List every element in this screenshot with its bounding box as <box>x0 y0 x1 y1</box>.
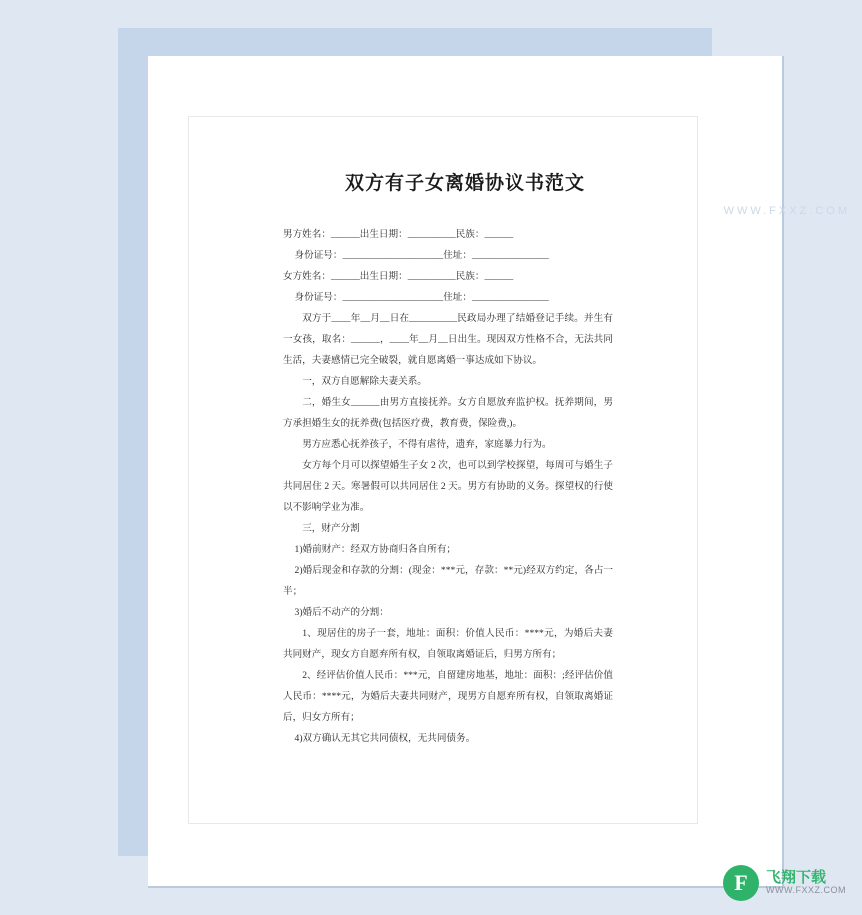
document-paragraph: 身份证号：_____________________住址：________________ <box>294 292 549 303</box>
document-paragraph: 女方每个月可以探望婚生子女 2 次，也可以到学校探望，每周可与婚生子共同居住 2 天。寒暑假可以共同居住 2 天。男方有协助的义务。探望权的行使以不影响学业为准。 <box>283 460 613 513</box>
document-paragraph: 2、经评估价值人民币：***元，自留建房地基，地址：面积：;经评估价值人民币：****元，为婚后夫妻共同财产，现男方自愿弃所有权，自领取离婚证后，归女方所有； <box>283 670 613 723</box>
document-paragraph: 3)婚后不动产的分割： <box>294 607 389 618</box>
document-paragraph: 1)婚前财产：经双方协商归各自所有； <box>294 544 457 555</box>
document-body <box>283 224 613 749</box>
document-paragraph: 1、现居住的房子一套，地址：面积：价值人民币：****元，为婚后夫妻共同财产，现女方自愿弃所有权，自领取离婚证后，归男方所有； <box>283 628 613 660</box>
document-paragraph: 三，财产分割 <box>302 523 360 534</box>
document-paragraph: 女方姓名：______出生日期：__________民族：______ <box>283 271 514 282</box>
document-paragraph: 双方于____年__月__日在__________民政局办理了结婚登记手续。并生有一女孩，取名：______，____年__月__日出生。现因双方性格不合，无法共同生活，夫妻感情已完全破裂，就自愿离婚一事达成如下协议。 <box>283 313 613 366</box>
document-paragraph: 4)双方确认无其它共同债权，无共同债务。 <box>294 733 476 744</box>
document-paragraph: 身份证号：_____________________住址：________________ <box>294 250 549 261</box>
logo-site-url: WWW.FXXZ.COM <box>766 885 846 896</box>
document-paragraph: 二，婚生女______由男方直接抚养。女方自愿放弃监护权。抚养期间，男方承担婚生女的抚养费(包括医疗费，教育费，保险费,)。 <box>283 397 613 429</box>
watermark-text: WWW.FXXZ.COM <box>723 205 850 217</box>
document-paragraph: 2)婚后现金和存款的分割：(现金：***元，存款：**元)经双方约定，各占一半； <box>283 565 613 597</box>
document-paragraph: 一，双方自愿解除夫妻关系。 <box>302 376 427 387</box>
document-page <box>148 56 782 886</box>
feather-logo-icon: F <box>723 865 759 901</box>
logo-site-name: 飞翔下载 <box>766 868 827 886</box>
page-title: 双方有子女离婚协议书范文 <box>344 173 585 194</box>
document-paragraph: 男方应悉心抚养孩子，不得有虐待，遗弃，家庭暴力行为。 <box>302 439 552 450</box>
site-logo[interactable] <box>723 865 846 901</box>
document-paragraph: 男方姓名：______出生日期：__________民族：______ <box>283 229 514 240</box>
logo-texts <box>766 870 846 896</box>
